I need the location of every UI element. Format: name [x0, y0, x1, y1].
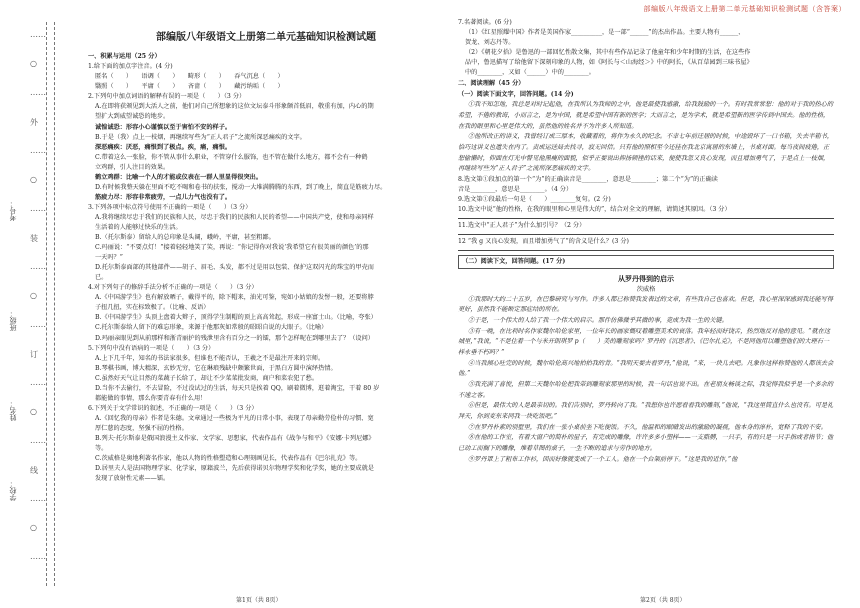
binding-mark: …… [30, 436, 46, 445]
binding-mark: …… [30, 146, 46, 155]
text-line: 6.下列关于文学常识的叙述，不正确的一项是（ ）（3 分） [88, 404, 258, 412]
text-line: D.有时候我整天躲在里面不吃不喝和卷书的扶张，搅动一大堆满腾腾的东西，到了晚上，简直是筋疲力尽。 [95, 183, 387, 191]
binding-mark: ○ [30, 523, 37, 532]
text-line: A.我将继续尽忠于我们的民族和人民，尽忠于我们的民族和人民的希望——中国共产党，使和母亲同样 [95, 213, 374, 221]
text-line: C.带着这么一张脸，你不管从事什么职业，不管穿什么服饰，也不管在做什么地方，都不会有一种鹤 [95, 153, 368, 161]
passage-paragraph: ⑨罗丹罩上了粗布工作衫，因而好像就变成了一个工人。他在一个台架前停下。“这是我的近作，”他 [468, 455, 738, 463]
text-line: 等。 [95, 445, 108, 453]
binding-mark: ○ [30, 59, 37, 68]
text-line: 都能做的事情，那么你要青春有什么用！ [95, 394, 207, 402]
passage-paragraph: ②于是，一个伟大的人给了我一个伟大的启示。那件仿佛微乎其微的事，竟成为我一生的关键。 [468, 316, 728, 324]
text-line: 一、积累与运用（25 分） [88, 53, 161, 61]
text-line: D.玛丽亲眼见到从前那样和浙青丽护的残泄里含有百分之一的镭，那个怎样呢在到哪里去了？（设问） [95, 334, 374, 342]
passage-paragraph: ③有一晚，在比利时名作家魏尔哈伦家里，一位年长的画家慨叹着雕塑美术的衰落。我年轻而好饶舌，热烈地反对他的意见。“就在这城里，”我说，“不是住着一个与米开朗琪罗 p（ ）美的雕刻家吗？罗丹的《沉思者》、《巴尔扎克》，不是同他用以雕塑他们的大理石一样永垂不朽吗？” [458, 327, 831, 356]
binding-mark: …… [30, 494, 46, 503]
text-line: 发现了放射性元素——镭。 [95, 475, 170, 483]
passage-paragraph: ④当我倾心吐完的时候，魏尔哈伦高兴地拍拍我的背。“我明天要去看罗丹，”他说，“来，一块儿去吧。凡象你这样称赞他的人都该去会他。” [458, 359, 834, 378]
text-line: 中的________，又如（______）中的________。 [465, 69, 595, 77]
text-line: 11.选文中“正人君子”为什么加引号？（2 分） [458, 222, 586, 230]
essay-author: 茨威格 [636, 285, 656, 293]
text-line: 生活着的人能够过快乐的生活。 [95, 223, 182, 231]
text-line: 诚惶诚恐：形容小心谨慎以至于害怕不安的样子。 [95, 123, 232, 131]
text-line: 贺龙、刘志丹等。 [465, 39, 515, 47]
text-line: B.于是（我）点上一枝烟，再继续写些为“正人君子”之流所深恶痛疾的文字。 [95, 133, 306, 141]
text-line: C.玛丽说：“不要点灯！”接着轻轻地笑了笑，再说：“你记得你对我说‘我希望它有很美丽的颜色’的那 [95, 244, 369, 252]
text-line: D.居里夫人是法国物理学家、化学家，原籍波兰，先后获得诺贝尔物理学奖和化学奖，她的主要成就是 [95, 465, 374, 473]
section-2-heading: （二）阅读下文，回答问题。(17 分) [458, 255, 834, 269]
text-line: 5.下列句中没有语病的一项是（ ）（3 分） [88, 344, 215, 352]
text-line: 匿名（ ） 语调（ ） 畸形（ ） 吞气沉息（ ） [95, 73, 284, 81]
footer-left: 第1页（共 8页） [236, 597, 282, 604]
left-content [88, 52, 444, 484]
passage-paragraph: ①我那时大约二十五岁，在巴黎研究与写作。许多人都已称赞我发表过的文章，有些我自己也喜欢。但是，我心里深深感到我还能写得更好，虽然我不能断定那症结的所在。 [458, 295, 834, 314]
text-line: C.茨威格是奥地利著名作家，他以人物的性格塑造和心理刻画见长，代表作品有《巴尔扎克》等。 [95, 455, 362, 463]
binding-mark: 订 [30, 350, 38, 359]
binding-mark: …… [30, 204, 46, 213]
label-name: 姓名： [9, 400, 17, 421]
binding-mark: ○ [30, 291, 37, 300]
binding-mark: …… [30, 30, 46, 39]
document-header: 部编版八年级语文上册第二单元基础知识检测试题（含答案） [643, 5, 846, 13]
text-line: 8.选文第①段加点的第一个“为”的正确读音是________，意思是________；第二个“为”的正确读 [458, 175, 718, 183]
page-title: 部编版八年级语文上册第二单元基础知识检测试题 [156, 32, 376, 43]
binding-mark: 线 [30, 466, 38, 475]
text-line: 品中，鲁迅描写了给他留下深刻印象的人物，如《阿长与＜山海经＞》中的阿长，《从百草园到三味书屋》 [465, 59, 753, 67]
footer-right: 第2页（共 8页） [640, 597, 686, 604]
text-line: 已。 [95, 274, 108, 282]
text-line: 厚仁慈的态度，坚强不屈的性格。 [95, 424, 188, 432]
binding-line-inner [46, 22, 47, 586]
text-line: （1）《红星照耀中国》作者是美国作家__________，是一部“______”的杰出作品。主要人物有______、 [465, 29, 745, 37]
text-line: D.当你不去偷行，不去冒险，不过没试过的生活，每天只是挨着 QQ，刷着微博，逛着淘宝，干着 80 岁 [95, 384, 380, 392]
text-line: （2）《朝花夕拾》是鲁迅的一部回忆性散文集，其中有些作品记录了他童年和少年时期的生活，在这些作 [465, 49, 751, 57]
text-line: D.托尔斯泰面部的其他部件——胡子、眉毛、头发，都不过是用以包装、保护这双闪光的珠宝的甲壳而 [95, 264, 374, 272]
text-line: 子扭几扭，实在标致极了。（比喻、反语） [95, 304, 210, 312]
text-line: 二、阅读理解（45 分） [458, 80, 525, 88]
essay-title: 从罗丹得到的启示 [618, 274, 674, 284]
text-line: 2.下列句中加点词语的解释有误的一项是（ ）（3 分） [88, 93, 246, 101]
text-line: 10.选文中说“他的性格，在我的眼里和心里是伟大的”，结合对全文的理解，请简述其原因。（3 分） [458, 206, 731, 214]
binding-mark: ○ [30, 175, 37, 184]
binding-mark: …… [30, 88, 46, 97]
binding-mark: 装 [30, 234, 38, 243]
label-exam-number: 考号： [9, 200, 17, 221]
text-line: A.《回忆我的母亲》作者是朱德。文章通过一些极为平凡的日常小事，表现了母亲勤劳俭朴的习惯、宽 [95, 414, 374, 422]
text-line: 1.给下面的加点字注音。(4 分) [88, 63, 173, 71]
passage-paragraph: ②他所改正的讲义，我曾经订成三厚本，收藏着的，将作为永久的纪念。不幸七年前迁居的时候，中途毁坏了一口书箱，失去半箱书，恰巧这讲义也遗失在内了。责成运送局去找寻，寂无回信。只有他的照相至今还挂在我北京寓居的东墙上，书桌对面。每当夜间疲倦，正想偷懒时，仰面在灯光中瞥见他黑瘦的面貌，似乎正要说出抑扬顿挫的话来，便使我忽又良心发现，而且增加勇气了，于是点上一枝烟，再继续写些为“正人君子”之流所深恶痛疾的文字。 [458, 133, 834, 173]
text-line: 一天吗？” [95, 254, 123, 262]
label-school: 学校： [9, 480, 17, 501]
text-line: 7.名著阅读。(6 分) [458, 19, 512, 26]
page-left [88, 18, 444, 592]
passage-paragraph: ⑤我充满了喜悦，但第二天魏尔哈伦把我带到雕刻家那里的时候，我一句话也说不出。在老朋友畅谈之际，我觉得我似乎是一个多余的不速之客。 [458, 380, 834, 399]
questions-1 [458, 175, 834, 251]
text-line: 4.对下列句子的修辞手法分析不正确的一项是（ ）（3 分） [88, 284, 258, 292]
passage-paragraph: ⑥但是，最伟大的人是最亲切的。我们告别时，罗丹转向了我。“我想你也许愿看看我的雕刻，”他说，“我这里简直什么也没有。可是礼拜天，你到麦东来同我一块吃饭吧。” [458, 402, 834, 420]
page-right [458, 18, 834, 592]
right-intro [458, 18, 834, 100]
text-line: A.在即将获颁见到大活人之前，他们对自己所想象的这位文坛泰斗形象颇首低眉，敬重有加，内心的期 [95, 103, 374, 111]
binding-line-outer [54, 22, 55, 586]
passage-paragraph: ⑧在他的工作室，有着大窗户的简朴的屋子，有完成的雕像，许许多多小塑样——一支胳膊，一只手，有的只是一只手指或者指节；他已动工而搁下的雕像，堆着草图的桌子，一生不断的追求与劳作的地方。 [458, 434, 834, 452]
binding-mark: …… [30, 320, 46, 329]
text-line: 音是________，意思是________。（4 分） [458, 186, 573, 194]
text-line: A.《中国游学生》也有解放晒子，戴得平的，除下帽来，油光可鉴，宛如小姑娘的发髻一般，还要将脖 [95, 294, 374, 302]
text-line: 翳照（ ） 平庸（ ） 吝啬（ ） 藏污纳垢（ ） [95, 83, 284, 91]
binding-mark: ○ [30, 407, 37, 416]
text-line: （一）阅读下面文字，回答问题。(14 分) [458, 91, 574, 99]
text-line: B.《中国游学生》头顶上盘着大辫子，顶得学生制帽的顶上高高耸起，形成一座富士山。（比喻，夸张） [95, 314, 377, 322]
binding-mark: …… [30, 378, 46, 387]
text-line: 12 “我 g 又良心发现，而且增加勇气了”的含义是什么？(3 分) [458, 238, 629, 246]
text-line: 9.选文第①段最后一句是（ ）________复句。(2 分) [458, 196, 611, 204]
text-line: B.（托尔斯泰）留给人的总印象是头阔，峨岭，平庸，甚至粗鄙。 [95, 234, 275, 242]
text-line: B.琴棋书画，博大精深，玄妙无穷，它在琳琅残缺中颇繁世面，于黑白方圆中演绎热情。 [95, 364, 337, 372]
label-class: 班级： [9, 310, 17, 331]
reading-passage-2 [458, 295, 834, 466]
binding-margin [0, 0, 80, 608]
text-line: C.托尔斯泰给人留下的难忘形象，来源于他那灰如常般的昭昭自说的大眼子。（比喻） [95, 324, 328, 332]
text-line: 鹤立鸡群：比喻一个人的才能或仪表在一群人里显得很突出。 [95, 173, 263, 181]
text-line: C.虽然好天气让目然的菜蔬子长给了，却让不少菜菜批发商，商户和菜农犯了愁。 [95, 374, 319, 382]
text-line: B.列夫·托尔斯泰是俄国浪漫主义作家、文学家、思想家，代表作品有《战争与和平》《安娜·卡列尼娜》 [95, 434, 375, 442]
binding-mark: 外 [30, 118, 38, 127]
binding-mark: …… [30, 262, 46, 271]
text-line: A.上下几千年，知名的书法家很多，但谁也不能否认，王羲之不是最注开来的宗师。 [95, 354, 325, 362]
passage-paragraph: ①我不知怎地，我总是对时记起他，在我所认为我师的之中，他是最使我感激，给我鼓励的一个。有时我常常想：他的对于我的热心的希望，不倦的教诲，小而言之，是为中国，就是希望中国有新的医学；大而言之，是为学术，就是希望新的医学传到中国去。他的性格，在我的眼里和心里是伟大的，虽然他的姓名并不为许多人所知道。 [458, 101, 834, 130]
passage-paragraph: ⑦在罗丹朴素的别墅里，我们在一张小桌前坐下吃便饭。不久，他温和的眼睛发出的激励的凝视，他本身的淳朴，宽释了我的不安。 [468, 423, 827, 431]
text-line: 筋疲力尽：形容非常疲劳，一点儿力气也没有了。 [95, 193, 232, 201]
text-line: 望扩大到威望诚恐的地步。 [95, 113, 170, 121]
answer-line[interactable] [458, 218, 834, 219]
answer-line[interactable] [458, 234, 834, 235]
text-line: 立鸡群，引人注目的效果。 [95, 163, 170, 171]
answer-line[interactable] [458, 250, 834, 251]
reading-passage-1 [458, 100, 834, 175]
binding-mark: …… [30, 552, 46, 561]
text-line: 深恶痛疾：厌恶，痛恨到了极点。疾，痛，痛恨。 [95, 143, 232, 151]
text-line: 3.下列各项中标点符号使用不正确的一项是（ ）（3 分） [88, 203, 252, 211]
